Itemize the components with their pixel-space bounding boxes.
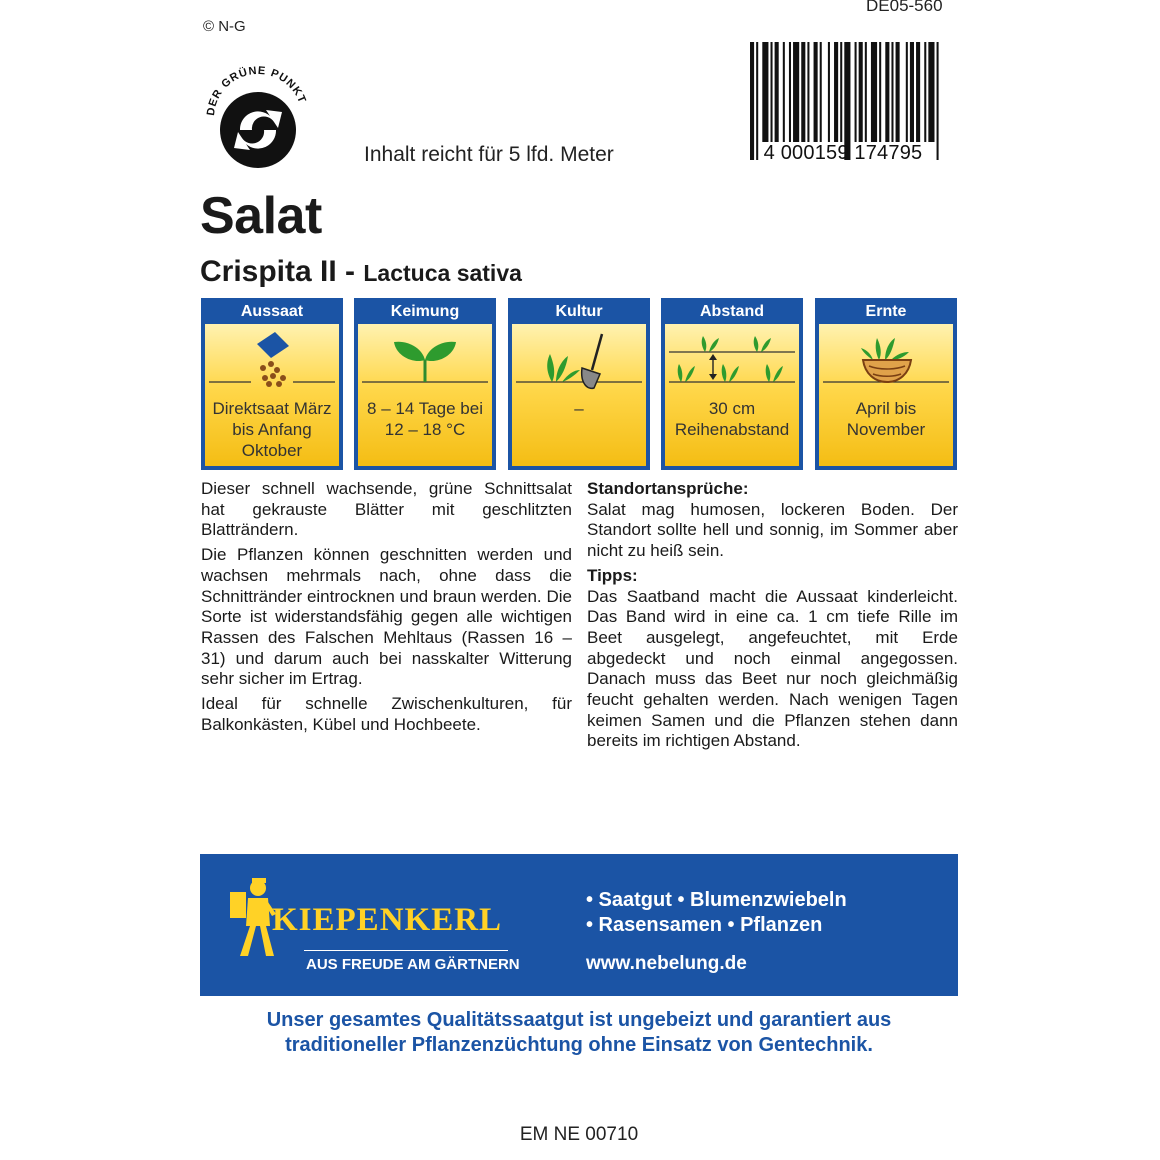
- barcode-bar: [855, 42, 857, 142]
- description-paragraph: Die Pflanzen können geschnitten werden und wachsen mehrmals nach, ohne dass die Schnittränder eintrocknen und braun werden. Die Sorte ist widerstandsfähig gegen alle wichtigen Rassen des Falschen Mehltaus (Rassen 16 – 31) und darum auch bei nasskalter Witterung sehr sicher im Ertrag.: [201, 545, 572, 689]
- description-column: [201, 479, 572, 739]
- quality-note-line: traditioneller Pflanzenzüchtung ohne Einsatz von Gentechnik.: [285, 1034, 873, 1056]
- panel-ernte: [815, 298, 957, 470]
- barcode-bar: [828, 42, 830, 142]
- barcode-bar: [891, 42, 893, 142]
- panel-abstand: [661, 298, 803, 470]
- location-heading: Standortansprüche:: [587, 479, 749, 498]
- row-spacing-icon: [665, 324, 799, 392]
- footer-code: EM NE 00710: [519, 1124, 639, 1145]
- logo-text: DER GRÜNE PUNKT: [204, 64, 309, 117]
- panel-text: 8 – 14 Tage bei 12 – 18 °C: [367, 399, 483, 439]
- gruener-punkt-logo: [200, 60, 316, 176]
- tips-text: Das Saatband macht die Aussaat kinderleicht. Das Band wird in eine ca. 1 cm tiefe Rille im Beet ausgelegt, angefeuchtet, mit Erde abgedeckt und noch einmal angegossen. Danach muss das Beet nur noch gleichmäßig feucht gehalten werden. Nach wenigen Tagen keimen Samen und die Pflanzen stehen dann bereits im richtigen Abstand.: [587, 586, 958, 751]
- description-paragraph: Ideal für schnelle Zwischenkulturen, für Balkonkästen, Kübel und Hochbeete.: [201, 694, 572, 734]
- product-range-line: • Saatgut • Blumenzwiebeln: [586, 889, 847, 911]
- copyright-text: © N-G: [203, 18, 246, 35]
- barcode-bar: [879, 42, 881, 142]
- barcode-bar: [916, 42, 920, 142]
- barcode-bar: [924, 42, 926, 142]
- barcode-bar: [793, 42, 799, 142]
- panel-title: Ernte: [865, 303, 907, 320]
- panel-keimung: [354, 298, 496, 470]
- article-code: DE05-560: [866, 0, 943, 15]
- barcode-bar: [885, 42, 889, 142]
- brand-name: KIEPENKERL: [272, 902, 503, 938]
- barcode-bar: [896, 42, 900, 142]
- seed-packet-icon: [205, 324, 339, 392]
- barcode-bar: [762, 42, 768, 142]
- brand-claim: AUS FREUDE AM GÄRTNERN: [306, 956, 520, 973]
- variety-name: Crispita II -: [200, 255, 356, 288]
- barcode-bar: [814, 42, 818, 142]
- latin-name: Lactuca sativa: [363, 260, 522, 286]
- product-range-line: • Rasensamen • Pflanzen: [586, 914, 823, 936]
- barcode-bar: [928, 42, 934, 142]
- brand-divider: [304, 950, 508, 951]
- barcode-bar: [820, 42, 822, 142]
- barcode-bar: [775, 42, 779, 142]
- barcode-bar: [789, 42, 791, 142]
- website-link[interactable]: www.nebelung.de: [586, 953, 747, 974]
- product-range-list: [586, 888, 847, 938]
- content-length: Inhalt reicht für 5 lfd. Meter: [364, 143, 614, 166]
- advice-column: [587, 479, 958, 756]
- barcode-bar: [807, 42, 809, 142]
- panel-title: Keimung: [390, 303, 460, 320]
- panel-kultur: [508, 298, 650, 470]
- location-text: Salat mag humosen, lockeren Boden. Der Standort sollte hell und sonnig, im Sommer aber nicht zu heiß sein.: [587, 499, 958, 561]
- brand-banner: [200, 854, 958, 996]
- panel-text: –: [574, 399, 584, 418]
- panel-text: April bis November: [846, 399, 926, 439]
- barcode-bar: [771, 42, 773, 142]
- barcode-bar: [859, 42, 863, 142]
- panel-text: 30 cm Reihenabstand: [674, 399, 790, 439]
- description-paragraph: Dieser schnell wachsende, grüne Schnittsalat hat gekrauste Blätter mit geschlitzten Blatträndern.: [201, 479, 572, 540]
- panel-title: Abstand: [700, 303, 764, 320]
- panel-text: Direktsaat März bis Anfang Oktober: [212, 399, 332, 460]
- spade-plant-icon: [512, 324, 646, 392]
- barcode-bar: [910, 42, 914, 142]
- product-title: Salat: [200, 187, 322, 245]
- barcode-bar: [840, 42, 842, 142]
- barcode-bar: [871, 42, 877, 142]
- barcode-bar: [801, 42, 805, 142]
- panel-title: Kultur: [555, 303, 603, 320]
- quality-note-line: Unser gesamtes Qualitätssaatgut ist ungebeizt und garantiert aus: [266, 1009, 892, 1031]
- variety-line: [200, 255, 522, 289]
- kiepenkerl-mascot-icon: [228, 876, 278, 960]
- quality-note: [200, 1008, 958, 1058]
- barcode-bar: [834, 42, 838, 142]
- harvest-bowl-icon: [819, 324, 953, 392]
- barcode-bar: [865, 42, 867, 142]
- barcode-bar: [783, 42, 785, 142]
- barcode-digits: 4 000159 174795: [763, 142, 923, 164]
- panel-aussaat: [201, 298, 343, 470]
- seedling-icon: [358, 324, 492, 392]
- barcode-bar: [906, 42, 908, 142]
- panel-title: Aussaat: [240, 303, 304, 320]
- tips-heading: Tipps:: [587, 565, 638, 585]
